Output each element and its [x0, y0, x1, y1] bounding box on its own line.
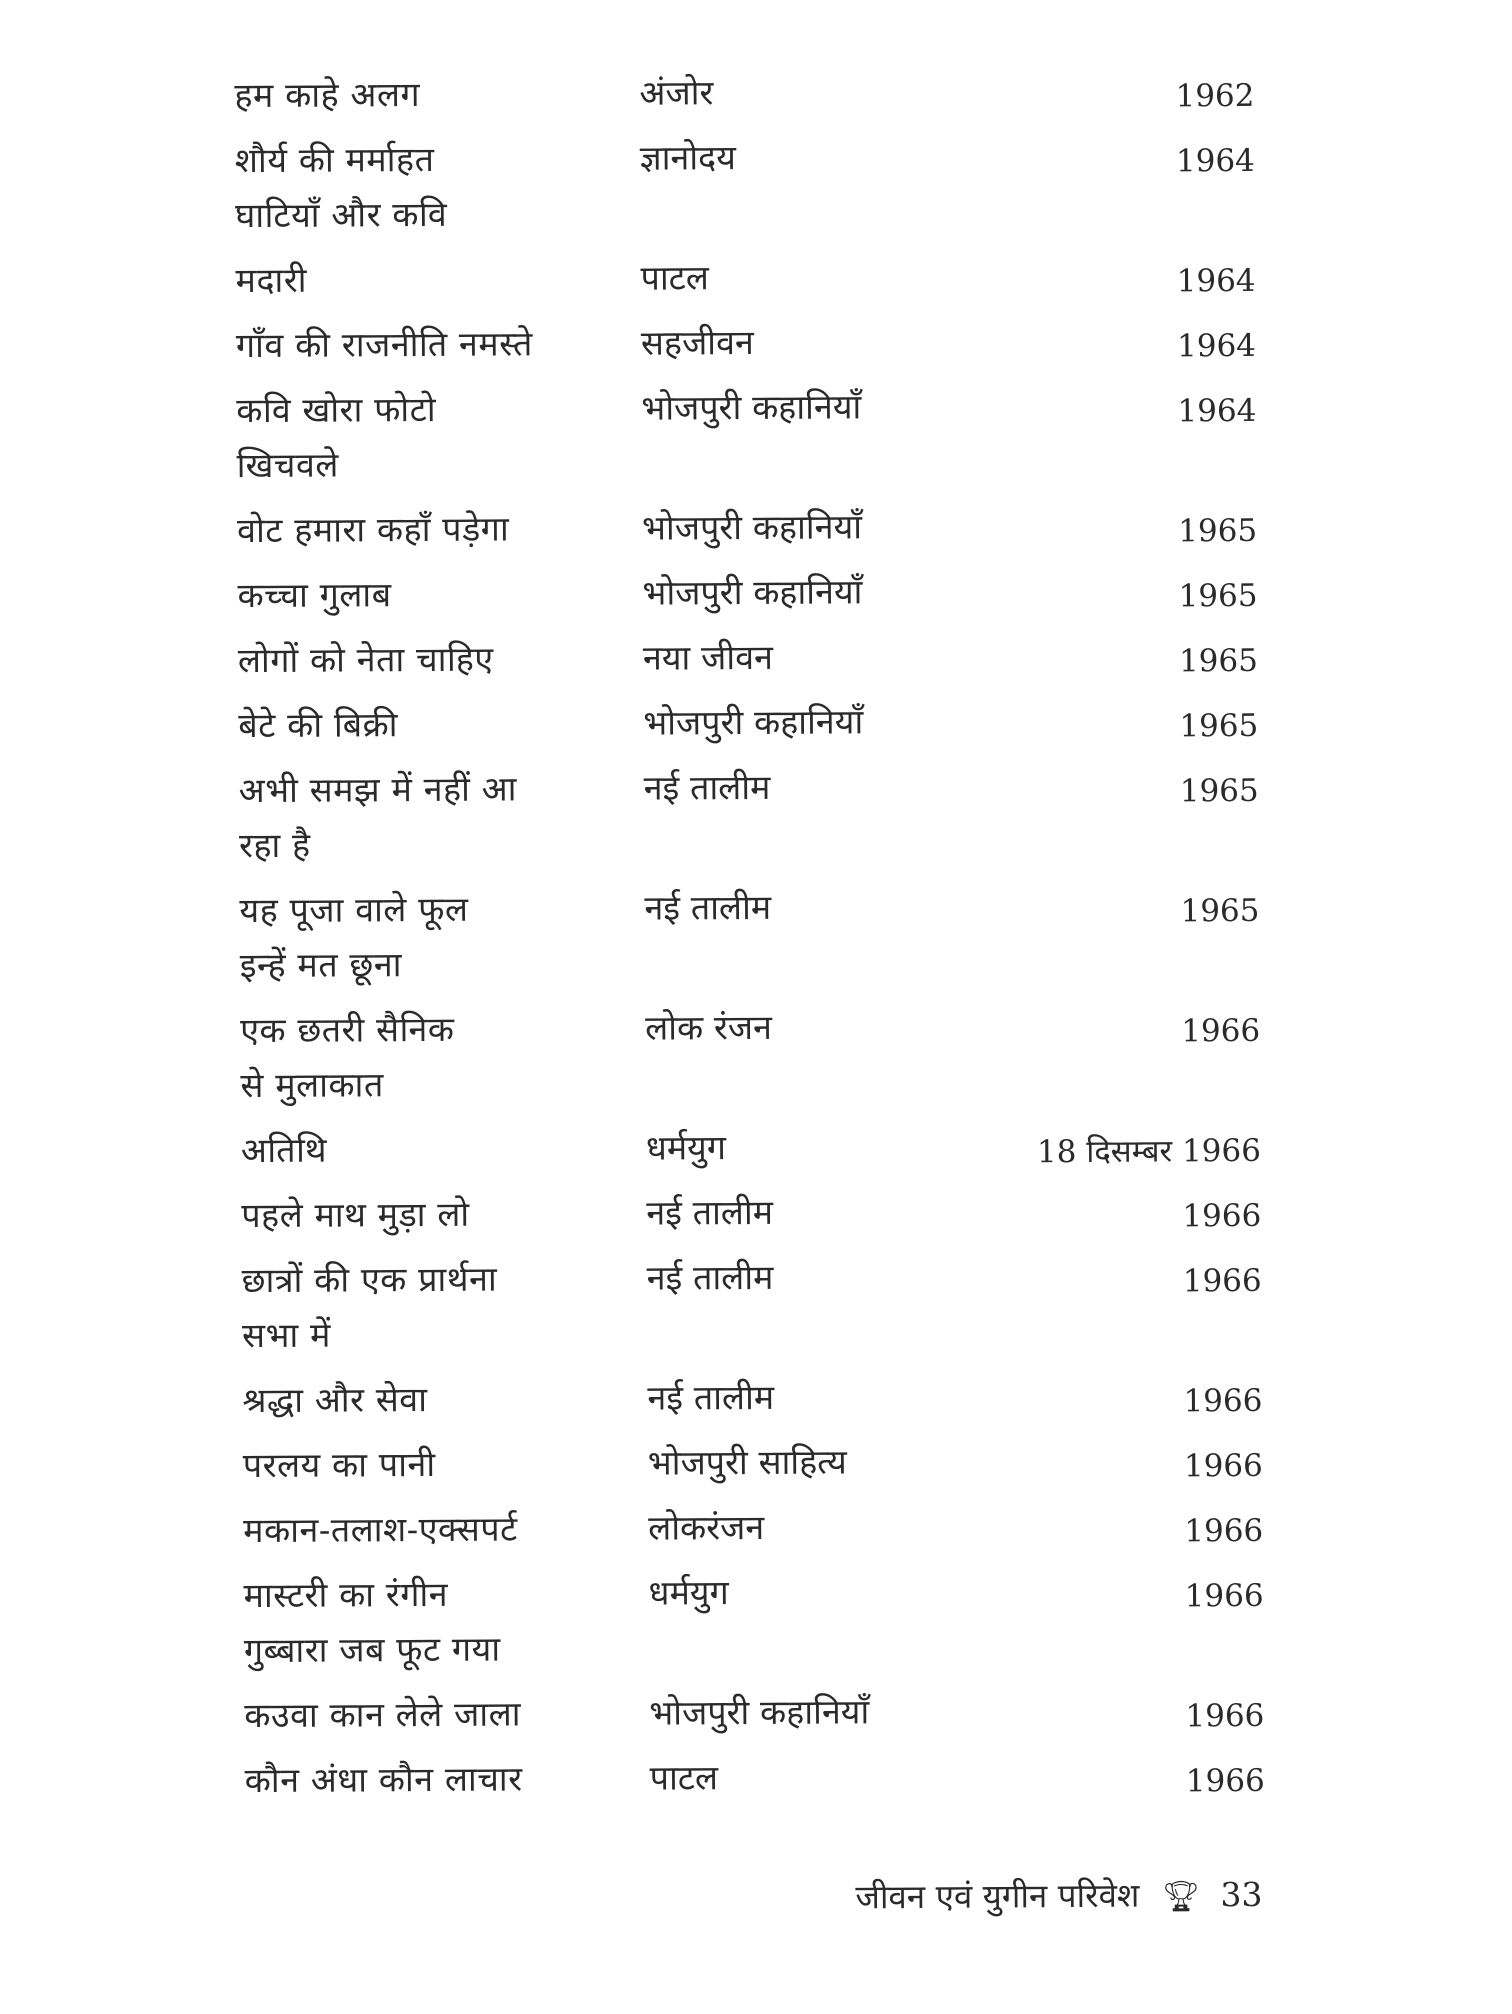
entry-title-line: खिचवले [236, 445, 339, 487]
entry-title [244, 1687, 604, 1744]
table-row [242, 1248, 1263, 1364]
trophy-ornament-icon: 🏆︎ [1161, 1879, 1201, 1915]
entry-title [237, 567, 597, 624]
entry-title-line: हम काहे अलग [234, 75, 421, 117]
entry-source: नई तालीम [643, 767, 771, 809]
table-row [244, 1683, 1264, 1744]
entry-date: 1966 [1185, 1762, 1265, 1800]
entry-title-line: इन्हें मत छूना [239, 945, 403, 987]
entry-title-line: वोट हमारा कहाँ पड़ेगा [236, 509, 510, 552]
entry-title [235, 252, 595, 309]
table-row [236, 313, 1256, 374]
entry-date: 1966 [1182, 1262, 1262, 1300]
entry-title-line: लोगों को नेता चाहिए [237, 639, 494, 682]
entry-source: सहजीवन [640, 323, 754, 364]
entry-title [239, 882, 600, 994]
entry-source: नई तालीम [646, 1257, 774, 1299]
entry-title-line: परलय का पानी [242, 1444, 436, 1487]
entry-title [234, 67, 594, 124]
entry-title [242, 1372, 602, 1429]
entry-source: भोजपुरी कहानियाँ [641, 387, 862, 429]
entry-source: नया जीवन [642, 637, 774, 679]
entry-title-line: श्रद्धा और सेवा [242, 1380, 428, 1422]
table-row [235, 248, 1255, 309]
entry-date: 18 दिसम्बर 1966 [1036, 1132, 1262, 1171]
entry-title-line: रहा है [238, 825, 311, 867]
entry-title-line: मदारी [235, 260, 308, 302]
entry-source: धर्मयुग [645, 1128, 727, 1169]
entry-title-line: बेटे की बिक्री [238, 705, 399, 747]
table-row [237, 563, 1257, 624]
entry-source: पाटल [640, 258, 709, 299]
entry-source: नई तालीम [644, 887, 772, 929]
entry-date: 1966 [1181, 1012, 1261, 1050]
entry-title-line: एक छतरी सैनिक [240, 1009, 455, 1052]
entry-title-line: कच्चा गुलाब [237, 575, 392, 617]
entry-source: भोजपुरी कहानियाँ [642, 572, 863, 614]
entry-title [235, 132, 596, 244]
entry-title-line: मकान-तलाश-एक्सपर्ट [243, 1509, 518, 1552]
entry-title [238, 632, 598, 689]
entry-date: 1964 [1176, 262, 1256, 300]
entry-date: 1965 [1179, 772, 1259, 810]
table-row [243, 1498, 1263, 1559]
entry-date: 1966 [1183, 1447, 1263, 1485]
entry-date: 1966 [1183, 1382, 1263, 1420]
table-row [238, 693, 1258, 754]
entry-source: भोजपुरी कहानियाँ [649, 1692, 870, 1734]
entry-source: भोजपुरी कहानियाँ [643, 702, 864, 744]
entry-title [237, 502, 597, 559]
entry-title-line: गुब्बारा जब फूट गया [243, 1629, 501, 1672]
entry-date: 1964 [1176, 327, 1257, 365]
publication-list [234, 63, 1265, 1802]
table-row [242, 1368, 1262, 1429]
table-row [243, 1433, 1263, 1494]
entry-source: ज्ञानोदय [639, 138, 737, 179]
entry-source: नई तालीम [647, 1377, 775, 1419]
table-row [236, 378, 1257, 494]
table-row [241, 1118, 1261, 1179]
entry-title-line: कउवा कान लेले जाला [244, 1694, 522, 1737]
table-row [238, 628, 1258, 689]
entry-source: पाटल [649, 1758, 719, 1799]
entry-title [236, 317, 596, 374]
entry-title [243, 1567, 604, 1679]
entry-date: 1965 [1178, 512, 1258, 550]
entry-title [241, 1122, 601, 1179]
entry-title-line: शौर्य की मर्माहत [234, 139, 435, 182]
table-row [239, 758, 1260, 874]
entry-title-line: अभी समझ में नहीं आ [238, 769, 518, 812]
entry-source: भोजपुरी साहित्य [647, 1442, 847, 1484]
entry-date: 1966 [1185, 1697, 1265, 1735]
entry-date: 1965 [1178, 642, 1259, 680]
entry-title-line: सभा में [241, 1315, 331, 1357]
table-row [237, 498, 1257, 559]
entry-title [243, 1437, 603, 1494]
entry-title-line: कौन अंधा कौन लाचार [244, 1759, 523, 1802]
entry-title [242, 1252, 603, 1364]
table-row [239, 878, 1260, 994]
entry-title [239, 762, 600, 874]
table-row [243, 1563, 1264, 1679]
page-footer [855, 1873, 1262, 1921]
entry-title-line: घाटियाँ और कवि [235, 194, 448, 237]
entry-title [245, 1752, 605, 1809]
table-row [245, 1748, 1265, 1809]
entry-title-line: मास्टरी का रंगीन [243, 1574, 449, 1617]
entry-title-line: छात्रों की एक प्रार्थना [241, 1259, 498, 1302]
entry-source: भोजपुरी कहानियाँ [641, 507, 863, 549]
entry-title [236, 382, 597, 494]
page-number: 33 [1220, 1874, 1263, 1915]
entry-title [238, 697, 598, 754]
entry-source: धर्मयुग [648, 1573, 729, 1614]
entry-date: 1962 [1175, 77, 1255, 115]
entry-date: 1966 [1184, 1512, 1264, 1550]
entry-date: 1966 [1184, 1577, 1264, 1615]
entry-source: लोक रंजन [645, 1007, 773, 1049]
entry-date: 1964 [1175, 142, 1255, 180]
entry-source: नई तालीम [646, 1192, 774, 1234]
entry-source: अंजोर [639, 73, 714, 114]
entry-source: लोकरंजन [648, 1507, 765, 1549]
entry-title-line: गाँव की राजनीति नमस्ते [235, 324, 533, 367]
entry-title-line: कवि खोरा फोटो [236, 389, 437, 432]
entry-title-line: पहले माथ मुड़ा लो [241, 1194, 470, 1237]
entry-date: 1965 [1179, 707, 1259, 745]
table-row [234, 63, 1254, 124]
entry-title [241, 1187, 601, 1244]
entry-title [243, 1502, 603, 1559]
entry-date: 1964 [1177, 392, 1257, 430]
table-row [235, 128, 1256, 244]
entry-title-line: यह पूजा वाले फूल [239, 889, 469, 932]
entry-date: 1965 [1180, 892, 1260, 930]
entry-title [240, 1002, 601, 1114]
entry-title-line: अतिथि [240, 1130, 328, 1172]
entry-date: 1966 [1182, 1197, 1262, 1235]
table-row [240, 998, 1261, 1114]
entry-title-line: से मुलाकात [240, 1065, 384, 1107]
running-title: जीवन एवं युगीन परिवेश [855, 1875, 1140, 1917]
entry-date: 1965 [1178, 577, 1258, 615]
table-row [241, 1183, 1261, 1244]
